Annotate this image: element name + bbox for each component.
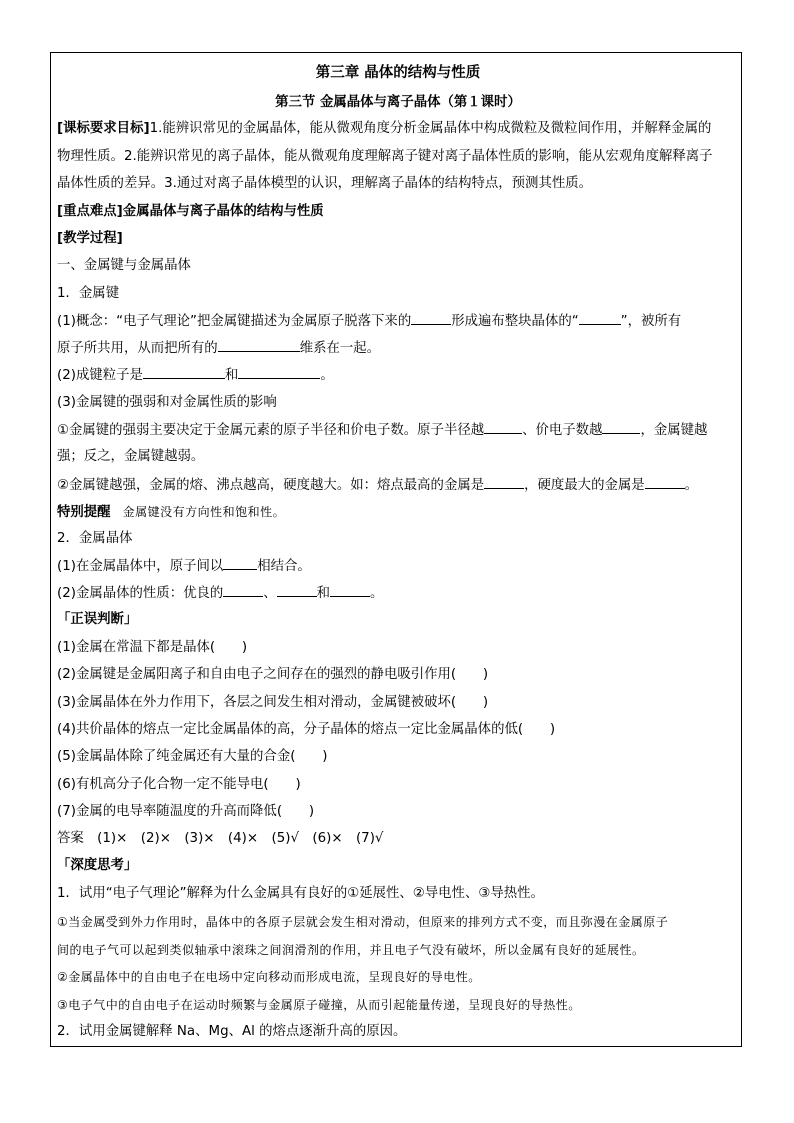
answer-blank — [411, 311, 451, 325]
answer-blank — [484, 420, 522, 434]
strength-line-2: 强；反之，金属键越弱。 — [57, 449, 205, 464]
goals-line-3: 晶体性质的差异。3.通过对离子晶体模型的认识，理解离子晶体的结构特点，预测其性质。 — [57, 176, 593, 191]
section-title: 第三节 金属晶体与离子晶体（第１课时） — [275, 95, 521, 110]
process-heading: [教学过程] — [57, 231, 123, 246]
concept-text-e: 维系在一起。 — [299, 341, 381, 356]
judge-item: (2)金属键是金属阳离子和自由电子之间存在的强烈的静电吸引作用( ) — [57, 667, 489, 682]
judge-item: (3)金属晶体在外力作用下，各层之间发生相对滑动，金属键被破坏( ) — [57, 695, 489, 710]
concept-text-d: 原子所共用，从而把所有的 — [57, 341, 218, 356]
strength-line-1 — [57, 420, 707, 440]
answer-blank — [223, 556, 257, 570]
concept-text-c: ”，被所有 — [620, 314, 682, 329]
bond-particles-text-a: (2)成键粒子是 — [57, 368, 143, 383]
crystal2-text-b: 、 — [263, 586, 277, 601]
bond-particles-line — [57, 365, 334, 385]
think-question-2: 2．试用金属键解释 Na、Mg、Al 的熔点逐渐升高的原因。 — [57, 1024, 407, 1039]
judge-item: (7)金属的电导率随温度的升高而降低( ) — [57, 804, 315, 819]
lesson-frame — [50, 52, 742, 1047]
think-title: 「深度思考」 — [57, 858, 138, 873]
think-answer-line: ②金属晶体中的自由电子在电场中定向移动而形成电流，呈现良好的导电性。 — [57, 970, 481, 984]
crystal-line-2 — [57, 583, 383, 603]
crystal1-text-a: (1)在金属晶体中，原子间以 — [57, 559, 224, 574]
crystal2-text-a: (2)金属晶体的性质：优良的 — [57, 586, 224, 601]
bond-particles-text-c: 。 — [320, 368, 334, 383]
crystal-line-1 — [57, 556, 311, 576]
strength-title: (3)金属键的强弱和对金属性质的影响 — [57, 395, 277, 410]
key-points: [重点难点]金属晶体与离子晶体的结构与性质 — [57, 204, 324, 219]
judge-item: (1)金属在常温下都是晶体( ) — [57, 640, 248, 655]
answer-line: 答案 (1)× (2)× (3)× (4)× (5)√ (6)× (7)√ — [57, 831, 384, 846]
answer-blank — [223, 583, 263, 597]
answer-blank — [218, 338, 300, 352]
concept-text-a: (1)概念：“电子气理论”把金属键描述为金属原子脱落下来的 — [57, 314, 412, 329]
section-heading-1: 一、金属键与金属晶体 — [57, 258, 191, 273]
crystal2-text-c: 和 — [316, 586, 331, 601]
judge-item: (6)有机高分子化合物一定不能导电( ) — [57, 777, 301, 792]
strength1-text-a: ①金属键的强弱主要决定于金属元素的原子半径和价电子数。原子半径越 — [57, 423, 485, 438]
chapter-title: 第三章 晶体的结构与性质 — [315, 65, 481, 81]
answer-blank — [330, 583, 370, 597]
judge-title: 「正误判断」 — [57, 612, 138, 627]
think-question-1: 1．试用“电子气理论”解释为什么金属具有良好的①延展性、②导电性、③导热性。 — [57, 886, 544, 901]
crystal2-text-d: 。 — [370, 586, 384, 601]
strength2-text-a: ②金属键越强，金属的熔、沸点越高，硬度越大。如：熔点最高的金属是 — [57, 478, 485, 493]
subheading-metal-bond: 1．金属键 — [57, 286, 120, 301]
concept-line-1 — [57, 311, 681, 331]
crystal1-text-b: 相结合。 — [257, 559, 311, 574]
tip-line — [57, 502, 285, 522]
strength2-text-c: 。 — [684, 478, 699, 493]
concept-text-b: 形成遍布整块晶体的“ — [451, 314, 579, 329]
goals-text-1: 1.能辨识常见的金属晶体，能从微观角度分析金属晶体中构成微粒及微粒间作用，并解释金属的 — [149, 121, 712, 136]
judge-item: (5)金属晶体除了纯金属还有大量的合金( ) — [57, 749, 328, 764]
think-answer-line: ③电子气中的自由电子在运动时频繁与金属原子碰撞，从而引起能量传递，呈现良好的导热性。 — [57, 998, 581, 1012]
answer-blank — [484, 475, 524, 489]
goals-label: [课标要求目标] — [57, 121, 150, 136]
bond-particles-text-b: 和 — [224, 368, 239, 383]
strength1-text-c: ，金属键越 — [640, 423, 708, 438]
strength2-text-b: ，硬度最大的金属是 — [524, 478, 645, 493]
subheading-metal-crystal: 2．金属晶体 — [57, 531, 133, 546]
goals-line-1 — [57, 119, 711, 139]
think-answer-line: ①当金属受到外力作用时，晶体中的各原子层就会发生相对滑动，但原来的排列方式不变，而且弥漫在金属原子 — [57, 915, 669, 929]
strength1-text-b: 、价电子数越 — [522, 423, 603, 438]
strength-line-3 — [57, 475, 698, 495]
answer-blank — [277, 583, 317, 597]
judge-item: (4)共价晶体的熔点一定比金属晶体的高，分子晶体的熔点一定比金属晶体的低( ) — [57, 722, 556, 737]
tip-label: 特别提醒 — [57, 505, 111, 520]
answer-blank — [579, 311, 621, 325]
answer-blank — [143, 365, 225, 379]
think-answer-line: 间的电子气可以起到类似轴承中滚珠之间润滑剂的作用，并且电子气没有破坏，所以金属有良好的延展性。 — [57, 943, 645, 957]
concept-line-2 — [57, 338, 380, 358]
answer-blank — [238, 365, 320, 379]
answer-blank — [645, 475, 685, 489]
tip-text: 金属键没有方向性和饱和性。 — [122, 505, 286, 519]
answer-blank — [602, 420, 640, 434]
goals-line-2: 物理性质。2.能辨识常见的离子晶体，能从微观角度理解离子键对离子晶体性质的影响，能从宏观角度解释离子 — [57, 149, 713, 164]
